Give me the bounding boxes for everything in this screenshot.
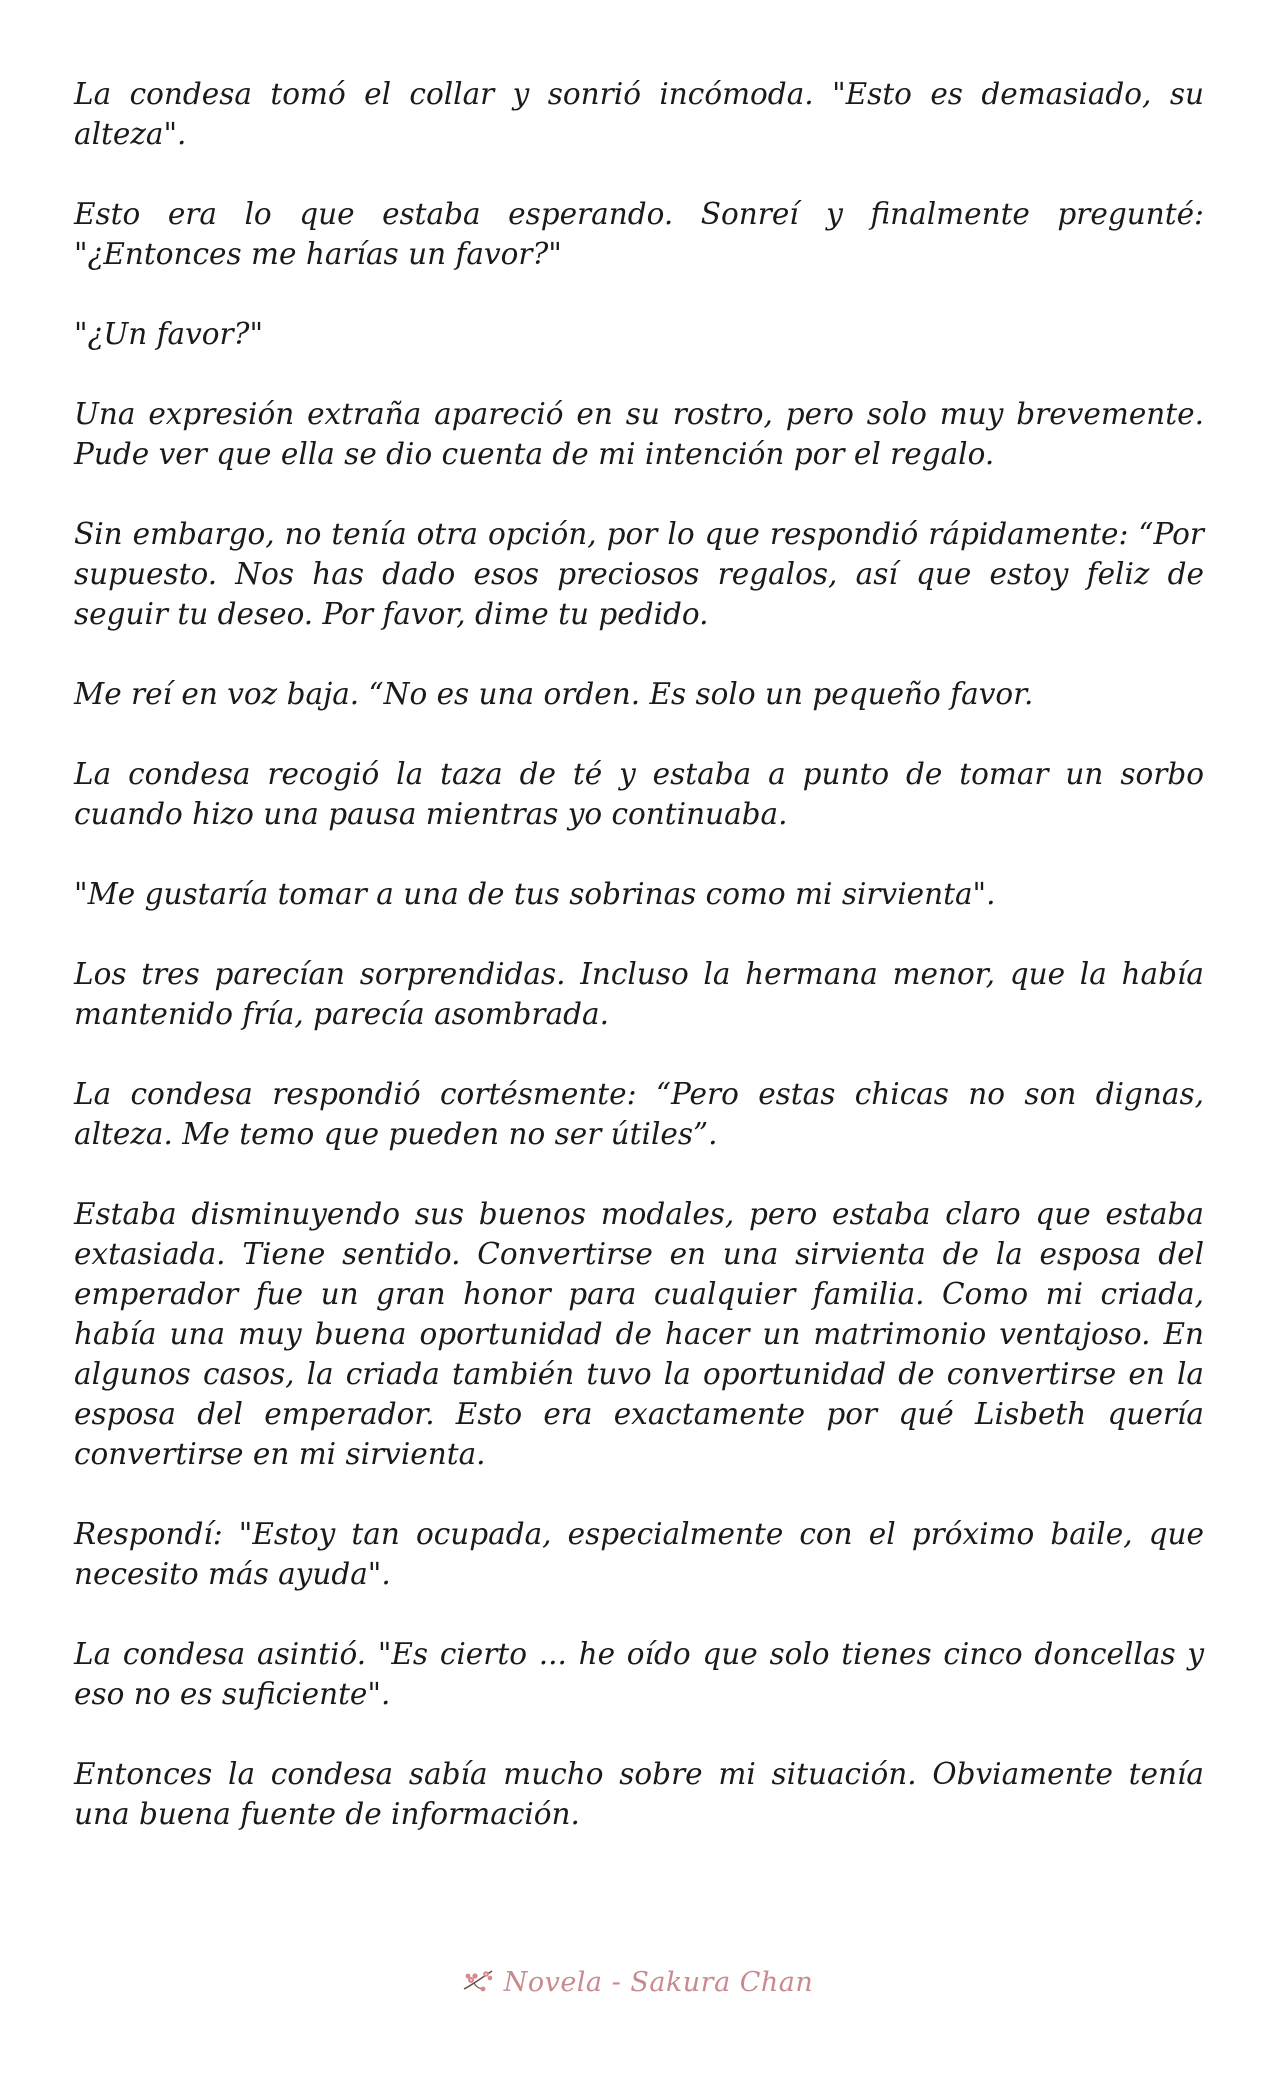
paragraph-5: Sin embargo, no tenía otra opción, por lo que respondió rápidamente: “Por supuesto. Nos has dado esos preciosos regalos, así que estoy feliz de seguir tu deseo. Por favor, dime tu pedido. xyxy=(74,517,1204,631)
paragraph-10: La condesa respondió cortésmente: “Pero estas chicas no son dignas, alteza. Me temo que pueden no ser útiles”. xyxy=(74,1077,1204,1151)
footer-watermark-inner xyxy=(462,1967,814,1998)
paragraph-11: Estaba disminuyendo sus buenos modales, pero estaba claro que estaba extasiada. Tiene sentido. Convertirse en una sirvienta de la esposa del emperador fue un gran honor para cualquier familia. Como mi criada, había una muy buena oportunidad de hacer un matrimonio ventajoso. En algunos casos, la criada también tuvo la oportunidad de convertirse en la esposa del emperador. Esto era exactamente por qué Lisbeth quería convertirse en mi sirvienta. xyxy=(74,1197,1204,1471)
paragraph-12: Respondí: "Estoy tan ocupada, especialmente con el próximo baile, que necesito más ayuda". xyxy=(74,1517,1204,1591)
paragraph-2: Esto era lo que estaba esperando. Sonreí y finalmente pregunté: "¿Entonces me harías un favor?" xyxy=(74,197,1204,271)
document-body xyxy=(74,74,1204,1874)
paragraph-4: Una expresión extraña apareció en su rostro, pero solo muy brevemente. Pude ver que ella se dio cuenta de mi intención por el regalo. xyxy=(74,397,1204,471)
paragraph-6: Me reí en voz baja. “No es una orden. Es solo un pequeño favor. xyxy=(74,677,1034,711)
sakura-blossom-icon xyxy=(462,1967,496,1997)
paragraph-13: La condesa asintió. "Es cierto ... he oído que solo tienes cinco doncellas y eso no es suficiente". xyxy=(74,1637,1204,1711)
paragraph-9: Los tres parecían sorprendidas. Incluso la hermana menor, que la había mantenido fría, parecía asombrada. xyxy=(74,957,1204,1031)
footer-watermark xyxy=(0,1962,1275,2002)
footer-watermark-text: Novela - Sakura Chan xyxy=(503,1966,814,1998)
paragraph-1: La condesa tomó el collar y sonrió incómoda. "Esto es demasiado, su alteza". xyxy=(74,77,1204,151)
paragraph-8: "Me gustaría tomar a una de tus sobrinas como mi sirvienta". xyxy=(74,877,996,911)
paragraph-3: "¿Un favor?" xyxy=(74,317,264,351)
paragraph-14: Entonces la condesa sabía mucho sobre mi situación. Obviamente tenía una buena fuente de información. xyxy=(74,1757,1204,1831)
paragraph-7: La condesa recogió la taza de té y estaba a punto de tomar un sorbo cuando hizo una pausa mientras yo continuaba. xyxy=(74,757,1204,831)
